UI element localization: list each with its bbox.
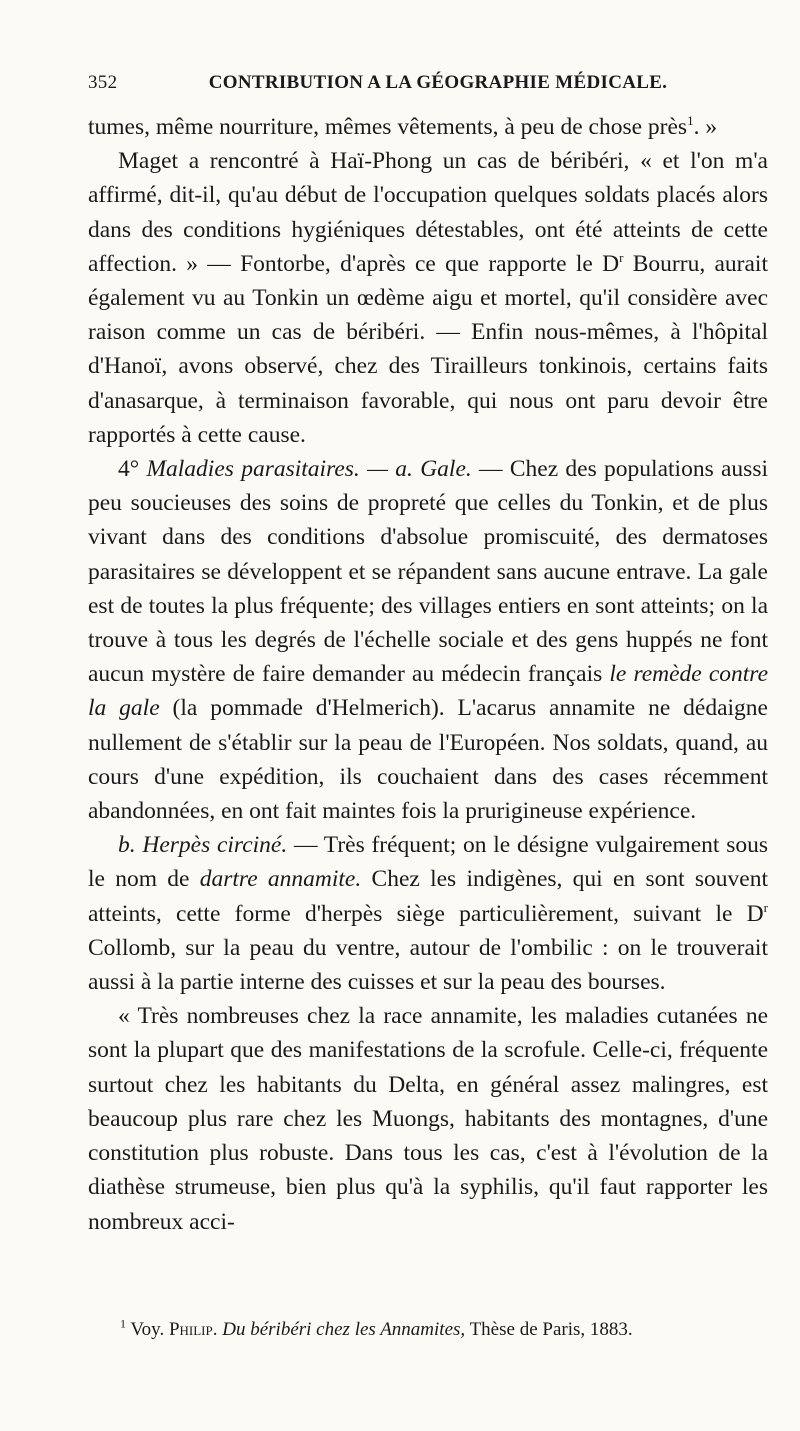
text-run: — Très fréquent; on le désigne vulgairement sous le nom de [88,832,768,893]
text-run: Collomb, sur la peau du ventre, autour de l'ombilic : on le trouverait aussi à la partie interne des cuisses et sur la peau des bourses. [88,934,768,996]
section-number: 4° [118,456,147,483]
subsection-heading: b. Herpès circiné. [118,832,288,859]
paragraph-3 [88,452,768,828]
body-text [88,110,768,1239]
text-run: Maget a rencontré à Haï-Phong un cas de béribéri, « et l'on m'a affirmé, dit-il, qu'au début de l'occupation quelques soldats placés alors dans des conditions hygiéniques détestables, ont été atteints de cette affection. » — Fontorbe, d'après ce que rapporte le D [88,148,768,277]
paragraph-5 [88,999,768,1238]
text-run: . » [693,114,718,140]
text-run: Thèse de Paris, 1883. [465,1319,633,1340]
footnote [120,1318,770,1342]
text-run: (la pommade d'Helmerich). L'acarus annamite ne dédaigne nullement de s'établir sur la peau de l'Européen. Nos soldats, quand, au cours d'une expédition, ils couchaient dans des cases récemment abandonnées, en ont fait maintes fois la prurigineuse expérience. [88,695,768,825]
footnote-author: Philip. [168,1319,218,1340]
footnote-title: Du béribéri chez les Annamites, [217,1319,466,1340]
text-run: tumes, même nourriture, mêmes vêtements, à peu de chose près [88,114,688,140]
paragraph-1 [88,110,768,144]
running-title: CONTRIBUTION A LA GÉOGRAPHIE MÉDICALE. [208,72,668,93]
text-run: Chez les indigènes, qui en sont souvent atteints, cette forme d'herpès siège particulièrement, suivant le D [88,866,768,927]
text-run: — Chez des populations aussi peu soucieuses des soins de propreté que celles du Tonkin, et de plus vivant dans des conditions d'absolue promiscuité, des dermatoses parasitaires se développent et se répandent sans aucune entrave. La gale est de toutes la plus fréquente; des villages entiers en sont atteints; on la trouve à tous les degrés de l'échelle sociale et des gens huppés ne font aucun mystère de faire demander au médecin français [88,456,769,688]
paragraph-2 [88,144,768,452]
text-run: Bourru, aurait également vu au Tonkin un œdème aigu et mortel, qu'il considère avec raison comme un cas de béribéri. — Enfin nous-mêmes, à l'hôpital d'Hanoï, avons observé, chez des Tirailleurs tonkinois, certains faits d'anasarque, à terminaison favorable, qui nous ont paru devoir être rapportés à cette cause. [88,250,768,448]
superscript: r [619,249,624,265]
italic-phrase: dartre annamite. [199,866,362,893]
italic-phrase: le remède contre la gale [88,661,768,722]
superscript: r [763,899,768,915]
footnote-ref: 1 [687,113,694,129]
page-number: 352 [88,72,118,93]
footnote-mark: 1 [120,1316,126,1331]
paragraph-4 [88,828,768,999]
page-header [88,72,768,94]
text-run: « Très nombreuses chez la race annamite, les maladies cutanées ne sont la plupart que des manifestations de la scrofule. Celle-ci, fréquente surtout chez les habitants du Delta, en général assez malingres, est beaucoup plus rare chez les Muongs, habitants des montagnes, d'une constitution plus robuste. Dans tous les cas, c'est à l'évolution de la diathèse strumeuse, bien plus qu'à la syphilis, qu'il faut rapporter les nombreux acci- [88,1003,768,1235]
text-run: Voy. [126,1319,169,1340]
section-heading: Maladies parasitaires. — a. Gale. [146,456,472,483]
